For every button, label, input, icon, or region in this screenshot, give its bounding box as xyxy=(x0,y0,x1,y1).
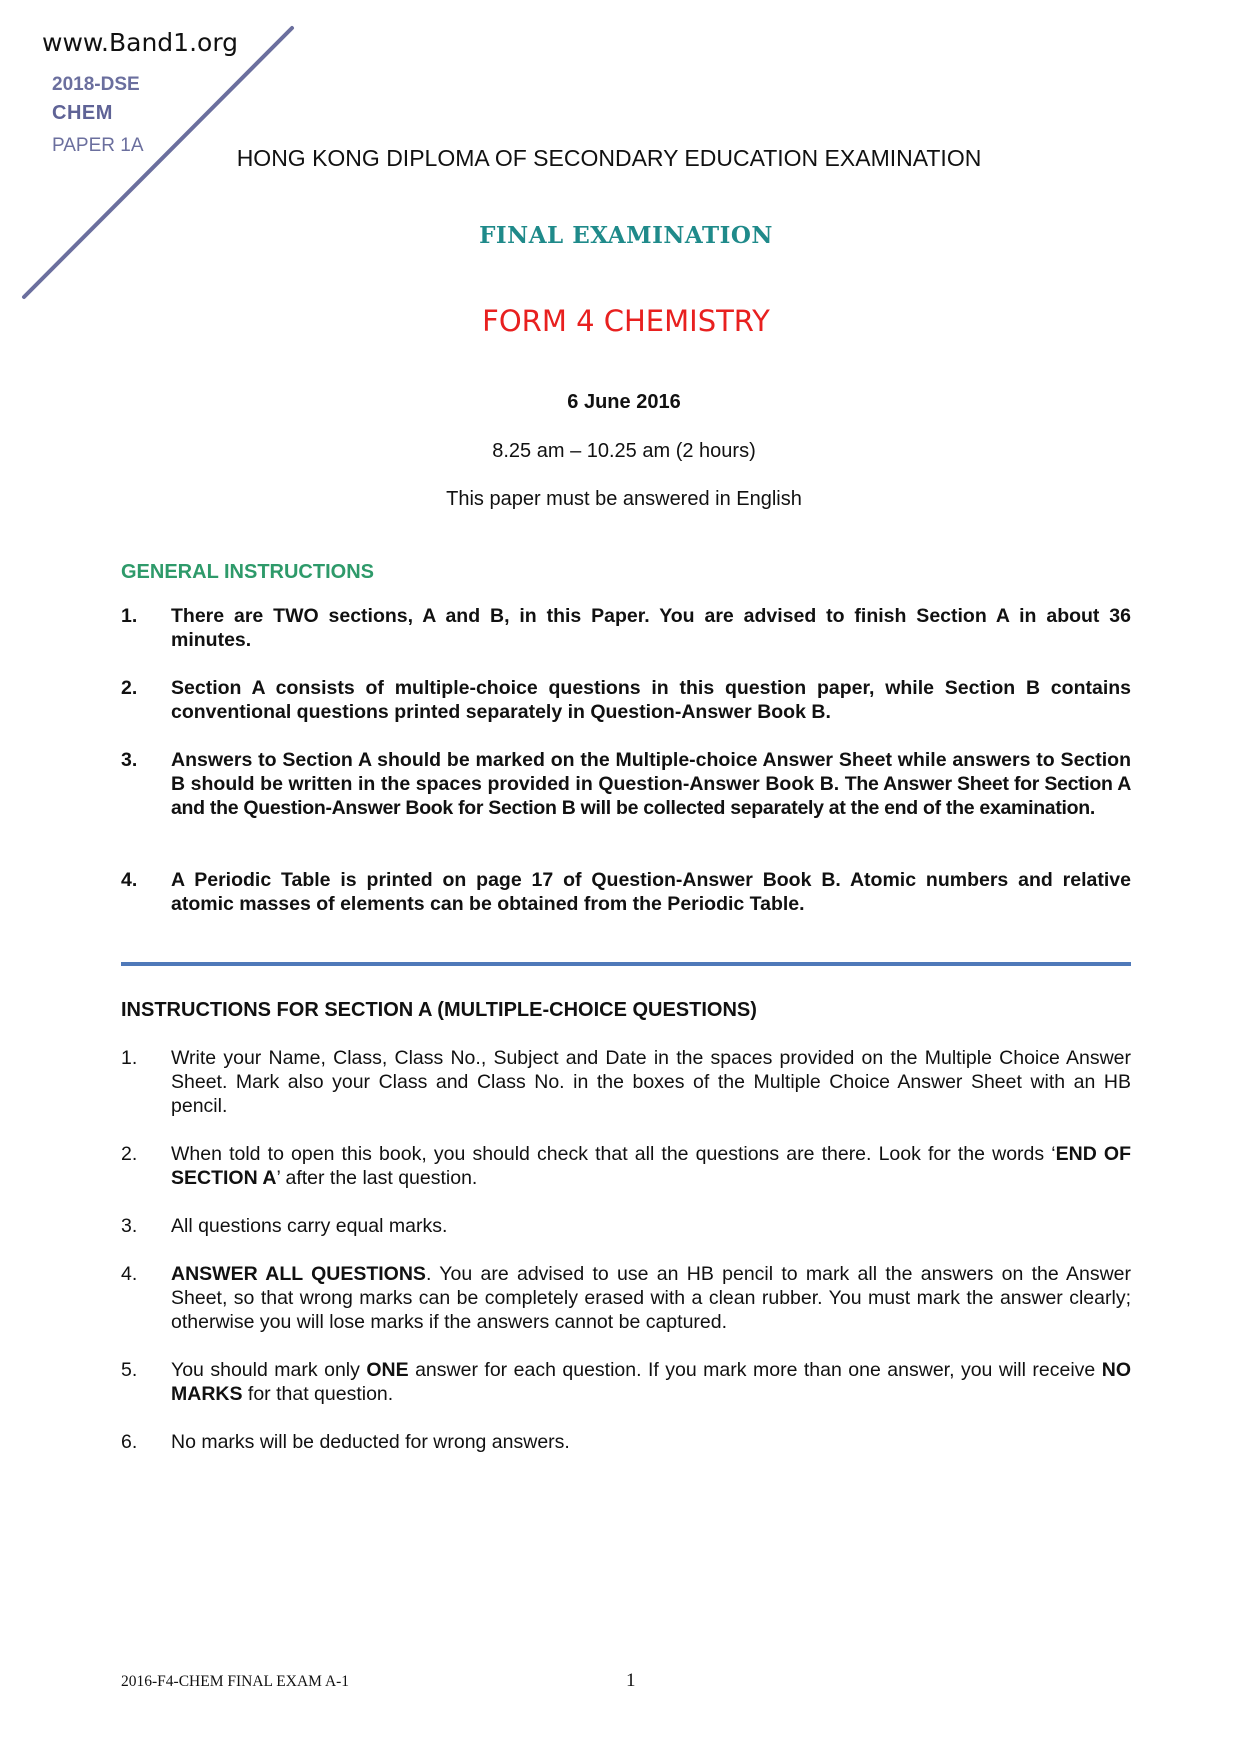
exam-type-title: FINAL EXAMINATION xyxy=(479,222,773,249)
item-number: 5. xyxy=(121,1359,138,1381)
item-text: There are TWO sections, A and B, in this Paper. You are advised to finish Section A in about 36 minutes. xyxy=(171,605,1131,651)
item-text: Write your Name, Class, Class No., Subject and Date in the spaces provided on the Multiple Choice Answer Sheet. Mark also your Class and Class No. in the boxes of the Multiple Choice Answer Sheet with an HB pencil. xyxy=(171,1047,1131,1117)
course-title: FORM 4 CHEMISTRY xyxy=(482,304,770,338)
item-text: Answers to Section A should be marked on the Multiple-choice Answer Sheet while answers to Section B should be written in the spaces provided in Question-Answer Book B. The Answer Sheet for Section A and the Question-Answer Book for Section B will be collected separately at the end of the examination. xyxy=(171,749,1131,819)
item-text: When told to open this book, you should check that all the questions are there. Look for the words ‘END OF SECTION A’ after the last question. xyxy=(171,1143,1131,1189)
item-number: 3. xyxy=(121,749,138,771)
footer-document-code: 2016-F4-CHEM FINAL EXAM A-1 xyxy=(121,1673,350,1690)
subject-tag: CHEM xyxy=(52,102,113,124)
item-text: You should mark only ONE answer for each question. If you mark more than one answer, you will receive NO MARKS for that question. xyxy=(171,1359,1131,1405)
item-number: 2. xyxy=(121,1143,138,1165)
page-number: 1 xyxy=(626,1670,636,1691)
item-number: 3. xyxy=(121,1215,138,1237)
section-divider xyxy=(121,962,1131,966)
item-number: 6. xyxy=(121,1431,138,1453)
site-watermark: www.Band1.org xyxy=(42,28,239,57)
exam-time: 8.25 am – 10.25 am (2 hours) xyxy=(492,440,756,462)
item-number: 2. xyxy=(121,677,138,699)
language-note: This paper must be answered in English xyxy=(446,488,802,510)
item-text: Section A consists of multiple-choice questions in this question paper, while Section B contains conventional questions printed separately in Question-Answer Book B. xyxy=(171,677,1131,723)
exam-body-title: HONG KONG DIPLOMA OF SECONDARY EDUCATION EXAMINATION xyxy=(236,145,982,171)
item-number: 1. xyxy=(121,1047,138,1069)
exam-date: 6 June 2016 xyxy=(567,391,681,413)
item-number: 1. xyxy=(121,605,138,627)
general-instructions-heading: GENERAL INSTRUCTIONS xyxy=(121,561,374,583)
exam-year-tag: 2018-DSE xyxy=(52,74,140,95)
item-text: ANSWER ALL QUESTIONS. You are advised to use an HB pencil to mark all the answers on the Answer Sheet, so that wrong marks can be completely erased with a clean rubber. You must mark the answer clearly; otherwise you will lose marks if the answers cannot be captured. xyxy=(171,1263,1131,1333)
item-text: A Periodic Table is printed on page 17 of Question-Answer Book B. Atomic numbers and relative atomic masses of elements can be obtained from the Periodic Table. xyxy=(171,869,1131,915)
section-a-heading: INSTRUCTIONS FOR SECTION A (MULTIPLE-CHOICE QUESTIONS) xyxy=(121,999,757,1021)
item-number: 4. xyxy=(121,1263,138,1285)
item-text: No marks will be deducted for wrong answers. xyxy=(171,1431,570,1453)
paper-tag: PAPER 1A xyxy=(52,135,144,156)
item-text: All questions carry equal marks. xyxy=(171,1215,448,1237)
item-number: 4. xyxy=(121,869,138,891)
